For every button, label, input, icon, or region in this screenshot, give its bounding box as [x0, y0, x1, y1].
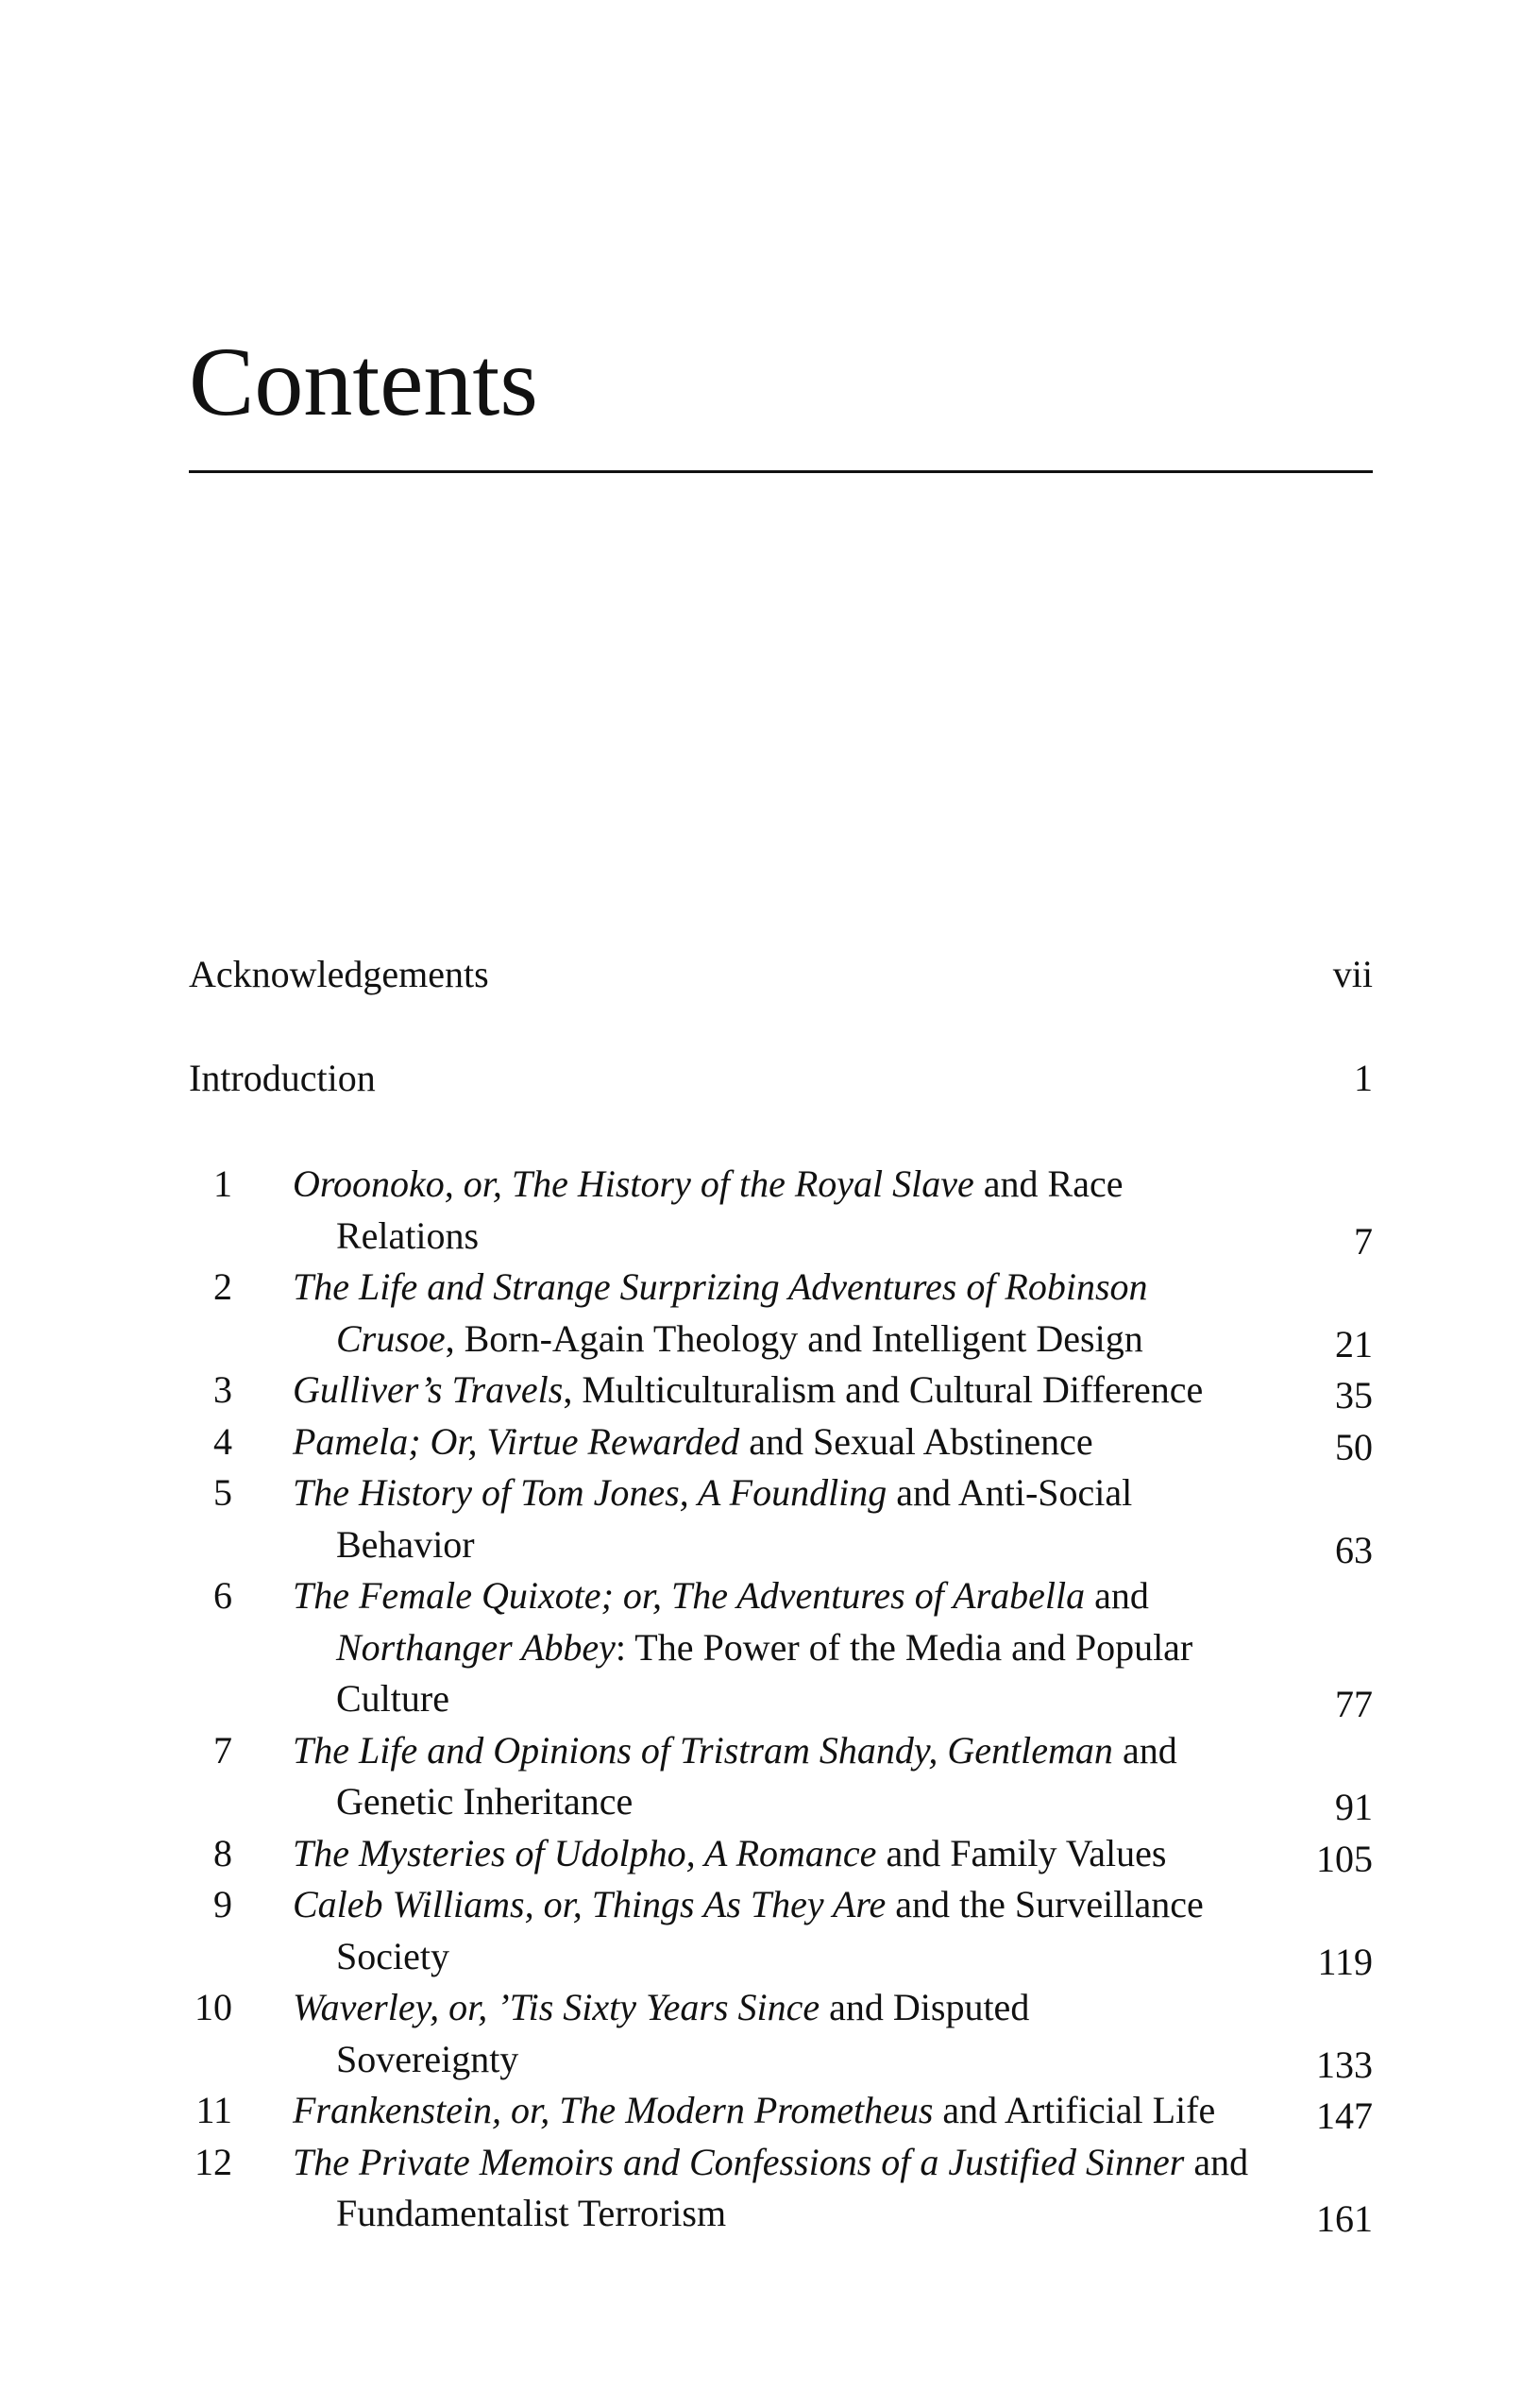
chapter-title: [293, 2085, 1283, 2137]
work-title-text: The Female Quixote; or, The Adventures of Arabella: [293, 1574, 1086, 1617]
chapter-text: Fundamentalist Terrorism: [336, 2192, 727, 2234]
toc-entry-chapter-5[interactable]: [189, 1467, 1373, 1570]
chapter-text: and the Surveillance: [886, 1883, 1204, 1925]
chapter-title-line: [293, 1467, 1283, 1519]
toc-entry-chapter-2[interactable]: [189, 1262, 1373, 1365]
chapter-title-line: [293, 1519, 1283, 1571]
work-title-text: The Private Memoirs and Confessions of a Justified Sinner: [293, 2140, 1185, 2183]
toc-entry-chapter-8[interactable]: [189, 1828, 1373, 1880]
work-title-text: Crusoe: [336, 1316, 446, 1360]
chapter-title: [293, 1262, 1283, 1365]
chapter-title-line: [293, 1725, 1283, 1777]
work-title-text: The Mysteries of Udolpho, A Romance: [293, 1831, 877, 1874]
chapter-text: and Disputed: [820, 1986, 1030, 2028]
chapter-page: 50: [1335, 1425, 1373, 1468]
toc-entry-chapter-12[interactable]: [189, 2137, 1373, 2240]
chapter-text: Culture: [336, 1677, 449, 1720]
toc-entry-page: vii: [1332, 953, 1373, 995]
toc-entry-chapter-3[interactable]: [189, 1365, 1373, 1416]
chapter-title-line: [293, 1570, 1283, 1622]
work-title-text: The History of Tom Jones, A Foundling: [293, 1471, 887, 1514]
chapter-page: 161: [1316, 2197, 1373, 2240]
chapter-page: 63: [1335, 1528, 1373, 1571]
chapter-title-line: [293, 1159, 1283, 1211]
chapter-title-line: [293, 2137, 1283, 2189]
chapter-title-line: [293, 1262, 1283, 1314]
chapter-page: 77: [1335, 1683, 1373, 1725]
chapter-page: 105: [1316, 1837, 1373, 1880]
chapter-text: Behavior: [336, 1522, 475, 1566]
chapter-number: 3: [213, 1368, 232, 1411]
chapter-number: 12: [194, 2140, 232, 2183]
chapter-title-line: [293, 1622, 1283, 1674]
chapter-title: [293, 1159, 1283, 1262]
chapter-list: [189, 1159, 1373, 2240]
chapter-title-line: [293, 1211, 1283, 1263]
chapter-number: 9: [213, 1883, 232, 1925]
chapter-title: [293, 1725, 1283, 1828]
chapter-title: [293, 1365, 1283, 1416]
chapter-title-line: [293, 1879, 1283, 1931]
chapter-title-line: [293, 1673, 1283, 1725]
chapter-page: 35: [1335, 1374, 1373, 1416]
chapter-title-line: [293, 1416, 1283, 1468]
chapter-text: Genetic Inheritance: [336, 1780, 634, 1823]
work-title-text: Frankenstein, or, The Modern Prometheus: [293, 2089, 934, 2131]
chapter-title-line: [293, 2034, 1283, 2086]
toc-entry-label: Acknowledgements: [189, 953, 489, 995]
work-title-text: Waverley, or, ’Tis Sixty Years Since: [293, 1986, 820, 2028]
chapter-number: 1: [213, 1162, 232, 1205]
chapter-title-line: [293, 1828, 1283, 1880]
toc-entry-chapter-10[interactable]: [189, 1982, 1373, 2085]
chapter-number: 11: [195, 2089, 232, 2131]
chapter-page: 119: [1317, 1940, 1373, 1983]
chapter-title-line: [293, 1931, 1283, 1983]
chapter-title-line: [293, 1982, 1283, 2034]
chapter-text: and: [1085, 1574, 1149, 1617]
chapter-title: [293, 1982, 1283, 2085]
chapter-page: 147: [1316, 2094, 1373, 2137]
chapter-text: and Race: [973, 1162, 1124, 1205]
chapter-number: 6: [213, 1574, 232, 1617]
toc-entry-chapter-4[interactable]: [189, 1416, 1373, 1468]
chapter-text: and: [1184, 2140, 1249, 2183]
chapter-text: Relations: [336, 1213, 480, 1257]
chapter-page: 133: [1316, 2043, 1373, 2086]
work-title-text: The Life and Opinions of Tristram Shandy, Gentleman: [293, 1728, 1113, 1772]
title-rule: [189, 470, 1373, 473]
chapter-text: and Artificial Life: [933, 2089, 1216, 2131]
toc-entry-chapter-11[interactable]: [189, 2085, 1373, 2137]
work-title-text: Pamela; Or, Virtue Rewarded: [293, 1419, 740, 1463]
chapter-page: 7: [1354, 1219, 1373, 1263]
chapter-number: 8: [213, 1831, 232, 1874]
work-title-text: The Life and Strange Surprizing Adventures of Robinson: [293, 1265, 1148, 1308]
work-title-text: Caleb Williams, or, Things As They Are: [293, 1883, 887, 1925]
chapter-title: [293, 1828, 1283, 1880]
toc-entry-chapter-6[interactable]: [189, 1570, 1373, 1725]
chapter-number: 5: [213, 1471, 232, 1514]
chapter-text: and Family Values: [876, 1831, 1167, 1874]
chapter-title: [293, 1570, 1283, 1725]
chapter-text: : The Power of the Media and Popular: [615, 1625, 1193, 1669]
toc-entry-chapter-1[interactable]: [189, 1159, 1373, 1262]
chapter-text: Sovereignty: [336, 2037, 519, 2080]
work-title-text: Gulliver’s Travels: [293, 1368, 564, 1411]
chapter-number: 2: [213, 1265, 232, 1308]
chapter-title-line: [293, 2188, 1283, 2240]
toc-entry-chapter-7[interactable]: [189, 1725, 1373, 1828]
toc-entry-chapter-9[interactable]: [189, 1879, 1373, 1982]
chapter-number: 7: [213, 1728, 232, 1772]
chapter-number: 10: [194, 1986, 232, 2028]
toc-entry-page: 1: [1354, 1057, 1373, 1099]
page-title: Contents: [189, 328, 538, 436]
chapter-title: [293, 1467, 1283, 1570]
chapter-text: , Born-Again Theology and Intelligent Design: [445, 1316, 1143, 1360]
chapter-text: and: [1112, 1728, 1177, 1772]
chapter-text: Society: [336, 1934, 449, 1977]
chapter-text: , Multiculturalism and Cultural Difference: [563, 1368, 1204, 1411]
work-title-text: Northanger Abbey: [336, 1625, 616, 1669]
toc-entry-label: Introduction: [189, 1057, 376, 1099]
chapter-page: 21: [1335, 1322, 1373, 1365]
chapter-title-line: [293, 2085, 1283, 2137]
chapter-number: 4: [213, 1419, 232, 1463]
chapter-text: and Sexual Abstinence: [739, 1419, 1093, 1463]
chapter-title-line: [293, 1365, 1283, 1416]
chapter-title: [293, 2137, 1283, 2240]
chapter-text: and Anti-Social: [887, 1471, 1133, 1514]
work-title-text: Oroonoko, or, The History of the Royal Slave: [293, 1162, 974, 1205]
chapter-title: [293, 1416, 1283, 1468]
chapter-title-line: [293, 1314, 1283, 1365]
chapter-page: 91: [1335, 1786, 1373, 1828]
chapter-title: [293, 1879, 1283, 1982]
chapter-title-line: [293, 1776, 1283, 1828]
